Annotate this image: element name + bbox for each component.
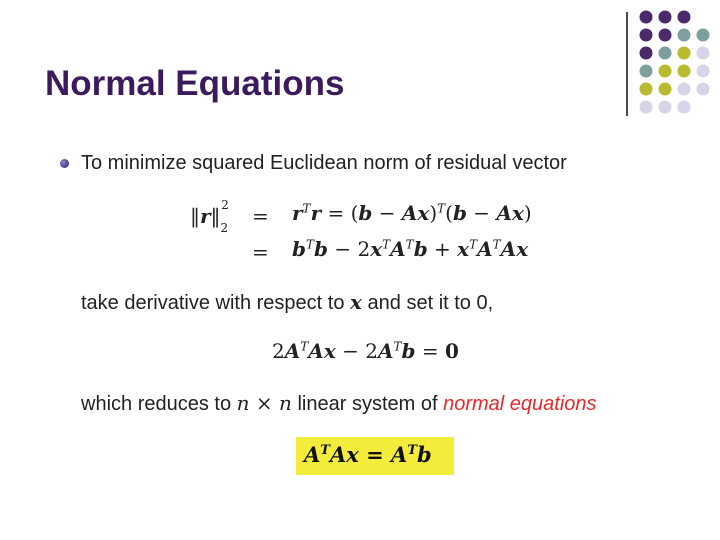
decor-dot bbox=[659, 83, 672, 96]
page-title: Normal Equations bbox=[45, 64, 345, 103]
decor-dot bbox=[697, 47, 710, 60]
bullet-dot-icon bbox=[60, 159, 69, 168]
decor-dot bbox=[678, 65, 691, 78]
decor-dot bbox=[659, 29, 672, 42]
decor-dot bbox=[659, 101, 672, 114]
n-by-n: n × n bbox=[236, 391, 292, 415]
reduce-text bbox=[81, 391, 597, 416]
decor-dot bbox=[640, 47, 653, 60]
derivative-text-start: take derivative with respect to bbox=[81, 292, 345, 314]
derivative-text bbox=[81, 290, 493, 315]
equation-line-2: $b^Tb - 2x^TA^Tb + x^TA^TAx$ bbox=[292, 237, 529, 261]
decor-dot bbox=[640, 101, 653, 114]
vertical-divider bbox=[626, 12, 628, 116]
decor-dot bbox=[659, 65, 672, 78]
decor-dot bbox=[697, 83, 710, 96]
equals-sign-1: = bbox=[252, 204, 269, 228]
reduce-text-start: which reduces to bbox=[81, 393, 232, 415]
variable-x: x bbox=[350, 290, 362, 314]
decor-dot bbox=[678, 83, 691, 96]
reduce-text-mid: linear system of bbox=[297, 393, 438, 415]
decor-dot bbox=[678, 29, 691, 42]
equals-sign-2: = bbox=[252, 240, 269, 264]
decor-dot bbox=[678, 101, 691, 114]
decor-dot bbox=[640, 83, 653, 96]
normal-equations-term: normal equations bbox=[443, 393, 597, 415]
decor-dot bbox=[659, 47, 672, 60]
decor-dot bbox=[659, 11, 672, 24]
norm-lhs: $‖r‖_2^2$ bbox=[190, 198, 229, 235]
decor-dot bbox=[640, 65, 653, 78]
decor-dot bbox=[697, 65, 710, 78]
decor-dot bbox=[640, 11, 653, 24]
decor-dot bbox=[697, 29, 710, 42]
equation-line-1: $r^Tr = (b - Ax)^T(b - Ax)$ bbox=[292, 201, 532, 225]
decor-dot bbox=[678, 11, 691, 24]
decor-dot bbox=[640, 29, 653, 42]
gradient-equation: $2A^TAx - 2A^Tb = 0$ bbox=[272, 339, 459, 363]
decor-dot bbox=[678, 47, 691, 60]
bullet-text: To minimize squared Euclidean norm of residual vector bbox=[81, 152, 567, 174]
derivative-text-end: and set it to 0, bbox=[367, 292, 494, 314]
normal-equation-final: $A^TAx = A^Tb$ bbox=[304, 442, 432, 467]
